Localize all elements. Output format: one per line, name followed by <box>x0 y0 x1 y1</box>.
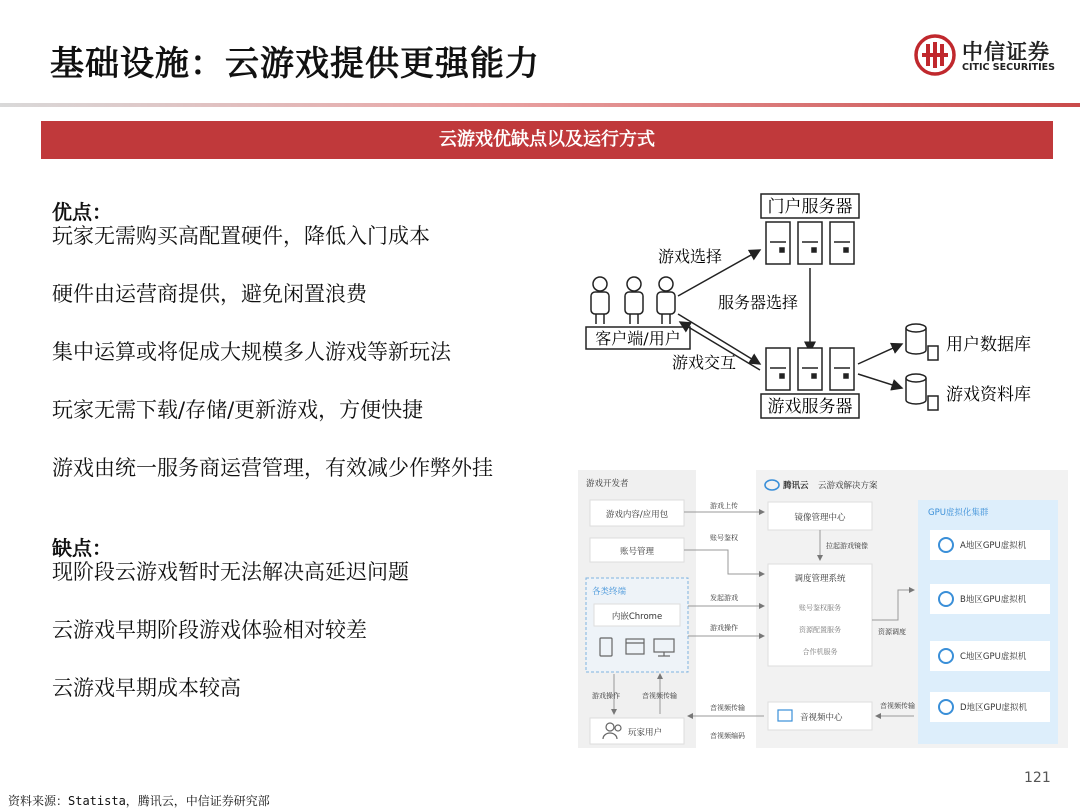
citic-logo-icon <box>914 34 956 76</box>
account-mgmt-label: 账号管理 <box>619 547 655 557</box>
arrow-game-db <box>858 374 902 388</box>
citic-logo <box>914 34 1064 80</box>
pros-item: 玩家无需购买高配置硬件，降低入门成本 <box>52 224 430 248</box>
auth-label: 账号鉴权 <box>710 534 738 542</box>
launch-label: 发起游戏 <box>710 594 738 602</box>
gpu-vm-label: D地区GPU虚拟机 <box>960 703 1027 713</box>
op-label: 游戏操作 <box>592 692 620 700</box>
pros-item: 集中运算或将促成大规模多人游戏等新玩法 <box>52 340 451 364</box>
source-note: 资料来源：Statista，腾讯云，中信证券研究部 <box>8 794 270 808</box>
banner-title: 云游戏优缺点以及运行方式 <box>439 129 655 150</box>
cons-item: 云游戏早期阶段游戏体验相对较差 <box>52 618 367 642</box>
gpu-vm-label: A地区GPU虚拟机 <box>960 541 1027 551</box>
cons-section <box>52 532 572 732</box>
server-select-label: 服务器选择 <box>718 293 799 312</box>
portal-server-label: 门户服务器 <box>767 197 853 217</box>
tencent-label: 腾讯云 <box>783 481 809 491</box>
game-server-label: 游戏服务器 <box>767 397 853 417</box>
server-icon <box>766 222 854 264</box>
dev-title: 游戏开发者 <box>586 479 629 489</box>
upload-label: 游戏上传 <box>710 502 738 510</box>
game-select-label: 游戏选择 <box>658 247 723 266</box>
start-label: 拉起游戏镜像 <box>826 542 868 550</box>
pros-cons-list <box>52 196 572 732</box>
av-label: 音视频传输 <box>642 692 677 700</box>
gpu-vm-label: C地区GPU虚拟机 <box>960 652 1027 662</box>
pros-item: 游戏由统一服务商运营管理，有效减少作弊外挂 <box>52 456 493 480</box>
header-divider <box>0 103 1080 107</box>
image-center-label: 镜像管理中心 <box>794 513 846 523</box>
cons-label: 缺点： <box>52 536 112 560</box>
section-banner <box>41 121 1053 159</box>
page-number: 121 <box>1024 770 1051 786</box>
arrow-user-db <box>858 344 902 364</box>
gpu-vm-label: B地区GPU虚拟机 <box>960 595 1027 605</box>
cons-item: 现阶段云游戏暂时无法解决高延迟问题 <box>52 560 409 584</box>
gpu-title: GPU虚拟化集群 <box>928 508 989 518</box>
av-center-label: 音视频中心 <box>800 713 843 723</box>
cloud-gaming-architecture-diagram <box>580 184 1080 454</box>
pros-section <box>52 196 572 512</box>
game-db-label: 游戏资料库 <box>946 385 1031 405</box>
res-label: 资源调度 <box>878 628 906 636</box>
database-icon <box>906 324 938 410</box>
clients-label: 客户端/用户 <box>595 329 681 348</box>
user-db-label: 用户数据库 <box>946 335 1031 355</box>
cons-item: 云游戏早期成本较高 <box>52 676 241 700</box>
av3-label: 音视频传输 <box>880 702 915 710</box>
pros-item: 玩家无需下载/存储/更新游戏，方便快捷 <box>52 398 424 422</box>
terminals-label: 各类终端 <box>592 587 627 597</box>
server-icon <box>766 348 854 390</box>
sched-item: 账号鉴权服务 <box>799 604 841 612</box>
content-pkg-label: 游戏内容/应用包 <box>605 510 669 520</box>
player-label: 玩家用户 <box>628 728 663 738</box>
chrome-label: 内嵌Chrome <box>611 612 663 622</box>
game-interact-label: 游戏交互 <box>672 353 737 372</box>
logo-text-en: CITIC SECURITIES <box>962 62 1056 73</box>
av2-label: 音视频传输 <box>710 704 745 712</box>
op2-label: 游戏操作 <box>710 624 738 632</box>
logo-text-cn: 中信证券 <box>962 40 1050 64</box>
header <box>0 0 1080 104</box>
opcode-label: 音视频编码 <box>710 732 745 740</box>
schedule-label: 调度管理系统 <box>794 574 846 584</box>
tencent-cloud-solution-diagram <box>578 470 1068 752</box>
user-icon <box>591 277 675 324</box>
pros-label: 优点： <box>52 200 112 224</box>
solution-label: 云游戏解决方案 <box>818 481 878 491</box>
pros-item: 硬件由运营商提供，避免闲置浪费 <box>52 282 367 306</box>
sched-item: 资源配置服务 <box>799 626 841 634</box>
page-title: 基础设施：云游戏提供更强能力 <box>50 44 540 84</box>
sched-item: 合作机服务 <box>802 648 838 656</box>
